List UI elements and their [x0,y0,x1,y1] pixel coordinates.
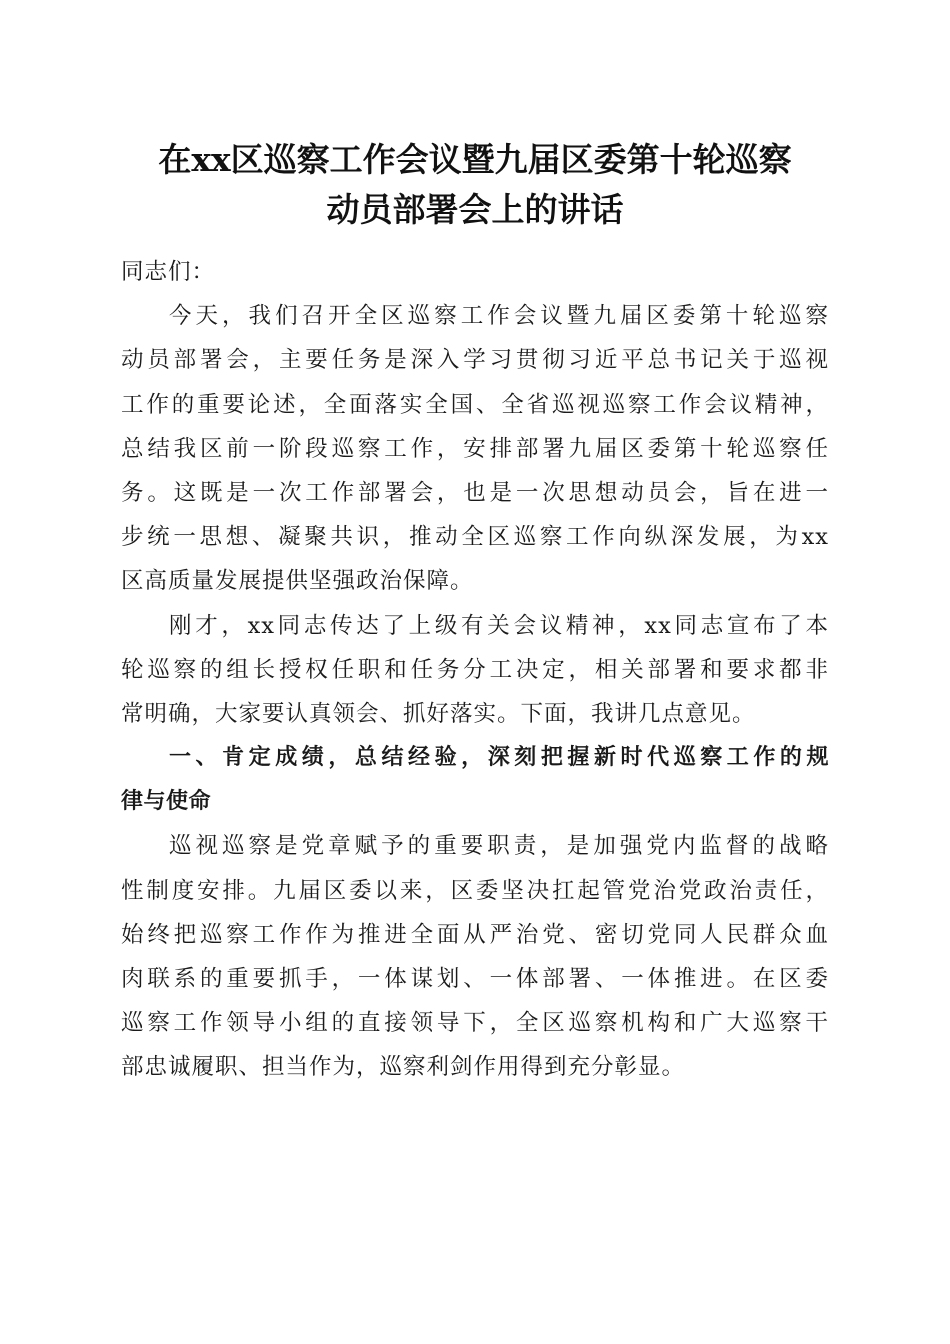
document-body [121,250,829,1090]
paragraph-line: 轮巡察的组长授权任职和任务分工决定，相关部署和要求都非 [121,656,829,683]
paragraph-line: 常明确，大家要认真领会、抓好落实。下面，我讲几点意见。 [121,700,756,727]
salutation: 同志们： [121,259,216,285]
paragraph-line: 肉联系的重要抓手，一体谋划、一体部署、一体推进。在区委 [121,966,829,992]
paragraph-line: 性制度安排。九届区委以来，区委坚决扛起管党治党政治责任， [121,877,829,904]
paragraph-line: 部忠诚履职、担当作为，巡察利剑作用得到充分彰显。 [121,1054,686,1081]
paragraph-1 [121,294,829,603]
paragraph-line: 步统一思想、凝聚共识，推动全区巡察工作向纵深发展，为xx [121,524,829,551]
document-title [110,135,840,235]
paragraph-line: 动员部署会，主要任务是深入学习贯彻习近平总书记关于巡视 [121,347,829,374]
paragraph-line: 工作的重要论述，全面落实全国、全省巡视巡察工作会议精神， [121,391,829,418]
paragraph-line: 巡视巡察是党章赋予的重要职责，是加强党内监督的战略 [169,833,829,860]
paragraph-2 [121,604,829,737]
paragraph-line: 刚才，xx同志传达了上级有关会议精神，xx同志宣布了本 [169,612,829,639]
title-line-1: 在xx区巡察工作会议暨九届区委第十轮巡察 [158,140,792,179]
heading-line: 一、肯定成绩，总结经验，深刻把握新时代巡察工作的规 [169,745,829,771]
paragraph-3 [121,824,829,1089]
paragraph-line: 总结我区前一阶段巡察工作，安排部署九届区委第十轮巡察任 [121,435,829,462]
section-heading-1 [121,736,829,824]
heading-line: 律与使命 [121,789,212,815]
title-line-2: 动员部署会上的讲话 [326,190,624,229]
paragraph-line: 区高质量发展提供坚强政治保障。 [121,568,474,595]
paragraph-line: 始终把巡察工作作为推进全面从严治党、密切党同人民群众血 [121,921,829,948]
paragraph-line: 今天，我们召开全区巡察工作会议暨九届区委第十轮巡察 [169,303,829,330]
paragraph-line: 巡察工作领导小组的直接领导下，全区巡察机构和广大巡察干 [121,1010,829,1037]
paragraph-line: 务。这既是一次工作部署会，也是一次思想动员会，旨在进一 [121,479,829,506]
